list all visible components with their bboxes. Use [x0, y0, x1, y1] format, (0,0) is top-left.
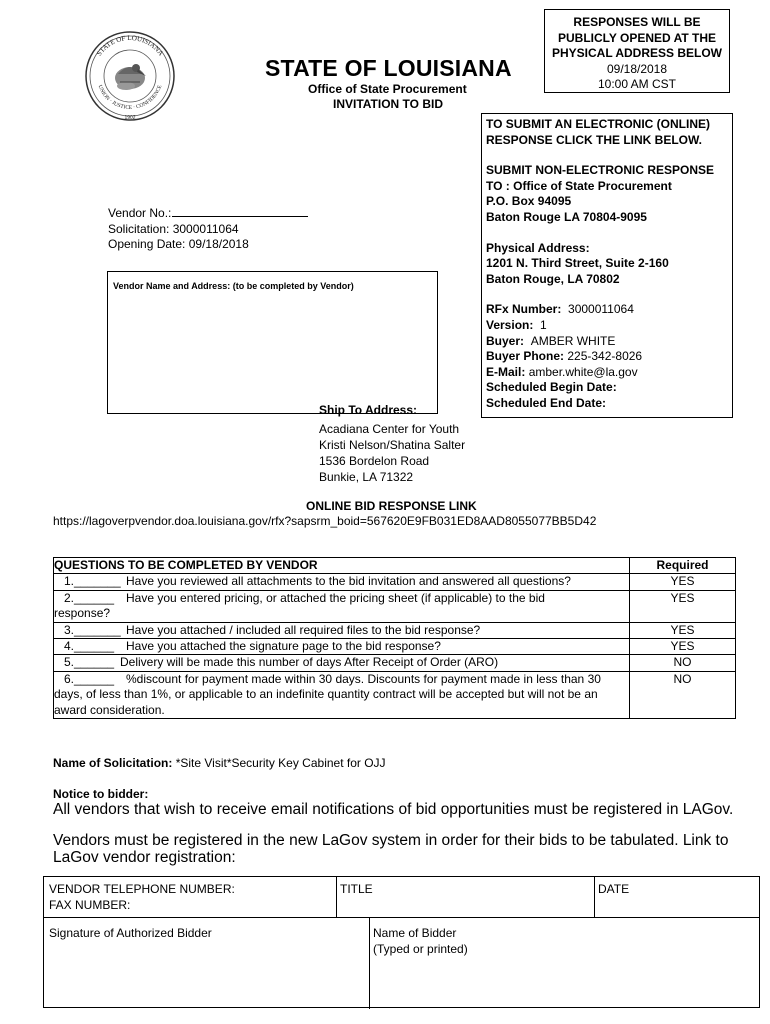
notice-label: Notice to bidder: — [53, 787, 149, 801]
table-row — [54, 655, 736, 671]
required-header: Required — [630, 558, 736, 574]
required-value: YES — [630, 590, 736, 622]
question-text: Delivery will be made this number of days After Receipt of Order (ARO) — [120, 655, 499, 670]
telephone-field[interactable] — [49, 881, 235, 913]
table-row — [54, 671, 736, 718]
version: Version: 1 — [486, 317, 547, 332]
buyer-email: E-Mail: amber.white@la.gov — [486, 364, 638, 379]
notice-text-email: All vendors that wish to receive email notifications of bid opportunities must be registered in LAGov. — [53, 801, 734, 818]
vendor-name-address-label: Vendor Name and Address: (to be completed by Vendor) — [113, 281, 354, 291]
questions-table — [53, 557, 736, 719]
responses-line1: RESPONSES WILL BE — [573, 15, 701, 29]
vendor-info — [108, 205, 308, 253]
ship-to-address — [319, 402, 465, 485]
required-value: NO — [630, 655, 736, 671]
scheduled-begin-date: Scheduled Begin Date: — [486, 380, 617, 395]
question-text-cont: response? — [54, 606, 111, 621]
physical-street: 1201 N. Third Street, Suite 2-160 — [486, 256, 669, 271]
telephone-label: VENDOR TELEPHONE NUMBER: — [49, 882, 235, 896]
questions-header: QUESTIONS TO BE COMPLETED BY VENDOR — [54, 558, 630, 574]
online-bid-link[interactable]: https://lagoverpvendor.doa.louisiana.gov/rfx?sapsrm_boid=567620E9FB031ED8AAD8055077BB5D42 — [53, 514, 597, 528]
col-divider — [369, 917, 370, 1009]
vendor-no: Vendor No.: — [108, 205, 308, 222]
submission-info-box — [481, 113, 733, 418]
signature-field[interactable]: Signature of Authorized Bidder — [49, 926, 212, 940]
solicitation-number: Solicitation: 3000011064 — [108, 221, 239, 236]
buyer-phone: Buyer Phone: 225-342-8026 — [486, 349, 643, 364]
fax-label: FAX NUMBER: — [49, 898, 131, 912]
document-type: INVITATION TO BID — [333, 97, 443, 111]
question-text: Have you attached / included all required files to the bid response? — [126, 622, 481, 637]
opening-time: 10:00 AM CST — [597, 77, 677, 91]
electronic-instructions-2: RESPONSE CLICK THE LINK BELOW. — [486, 132, 703, 147]
col-divider — [336, 877, 337, 917]
required-value: NO — [630, 671, 736, 718]
question-text: Have you entered pricing, or attached the pricing sheet (if applicable) to the bid — [126, 590, 545, 605]
date-field[interactable]: DATE — [598, 882, 630, 896]
question-number[interactable]: 1._______ — [64, 574, 121, 589]
col-divider — [594, 877, 595, 917]
physical-address-label: Physical Address: — [486, 240, 590, 255]
svg-text:1902: 1902 — [124, 115, 136, 121]
row-divider — [44, 917, 759, 918]
buyer: Buyer: AMBER WHITE — [486, 333, 616, 348]
ship-to-line4: Bunkie, LA 71322 — [319, 470, 414, 484]
bidder-name-label: Name of Bidder — [373, 926, 457, 940]
notice-text-registration: Vendors must be registered in the new LaGov system in order for their bids to be tabulated. Link to LaGov vendor registration: — [53, 832, 729, 866]
ship-to-line1: Acadiana Center for Youth — [319, 422, 460, 436]
title-field[interactable]: TITLE — [340, 882, 373, 896]
question-number[interactable]: 5.______ — [64, 655, 115, 670]
po-box: P.O. Box 94095 — [486, 194, 572, 209]
responses-line3: PHYSICAL ADDRESS BELOW — [551, 46, 722, 60]
nonelectronic-instructions-1: SUBMIT NON-ELECTRONIC RESPONSE — [486, 163, 715, 178]
physical-city: Baton Rouge, LA 70802 — [486, 271, 620, 286]
opening-date-line: Opening Date: 09/18/2018 — [108, 237, 249, 251]
table-row — [54, 590, 736, 622]
electronic-instructions-1: TO SUBMIT AN ELECTRONIC (ONLINE) — [486, 117, 710, 131]
state-seal — [80, 30, 180, 122]
solicitation-name: Name of Solicitation: *Site Visit*Security Key Cabinet for OJJ — [53, 756, 386, 770]
required-value: YES — [630, 639, 736, 655]
vendor-no-blank[interactable] — [172, 205, 308, 217]
mailing-city: Baton Rouge LA 70804-9095 — [486, 209, 647, 224]
question-text: Have you reviewed all attachments to the bid invitation and answered all questions? — [126, 574, 571, 589]
opening-date: 09/18/2018 — [606, 61, 668, 76]
responses-line2: PUBLICLY OPENED AT THE — [557, 30, 717, 45]
bidder-name-sub: (Typed or printed) — [373, 942, 468, 956]
question-number[interactable]: 4.______ — [64, 639, 115, 654]
vendor-name-address-box[interactable] — [107, 271, 438, 414]
ship-to-line2: Kristi Nelson/Shatina Salter — [319, 438, 466, 452]
table-header-row — [54, 558, 736, 574]
table-row — [54, 639, 736, 655]
required-value: YES — [630, 622, 736, 638]
question-number[interactable]: 3._______ — [64, 622, 121, 637]
question-number[interactable]: 6.______ — [64, 671, 115, 686]
svg-text:STATE OF LOUISIANA: STATE OF LOUISIANA — [95, 33, 165, 58]
signature-table — [43, 876, 760, 1008]
required-value: YES — [630, 574, 736, 590]
bidder-name-field[interactable] — [373, 925, 468, 957]
nonelectronic-instructions-2: TO : Office of State Procurement — [486, 178, 672, 193]
table-row — [54, 574, 736, 590]
office-name: Office of State Procurement — [308, 82, 467, 96]
responses-notice-box — [544, 9, 730, 93]
question-text-cont2: award consideration. — [54, 702, 165, 717]
question-text-cont: days, of less than 1%, or applicable to an indefinite quantity contract will be accepted but will not be an — [54, 687, 598, 702]
table-row — [54, 622, 736, 638]
svg-text:UNION · JUSTICE · CONFIDENCE: UNION · JUSTICE · CONFIDENCE — [96, 84, 164, 111]
rfx-number: RFx Number: 3000011064 — [486, 302, 634, 317]
ship-to-line3: 1536 Bordelon Road — [319, 454, 430, 468]
question-text: %discount for payment made within 30 days. Discounts for payment made in less than 30 — [126, 671, 601, 686]
page-title: STATE OF LOUISIANA — [265, 55, 512, 81]
online-link-title: ONLINE BID RESPONSE LINK — [306, 499, 477, 513]
scheduled-end-date: Scheduled End Date: — [486, 395, 607, 410]
question-text: Have you attached the signature page to the bid response? — [126, 639, 441, 654]
ship-to-label: Ship To Address: — [319, 403, 418, 417]
question-number[interactable]: 2.______ — [64, 590, 115, 605]
